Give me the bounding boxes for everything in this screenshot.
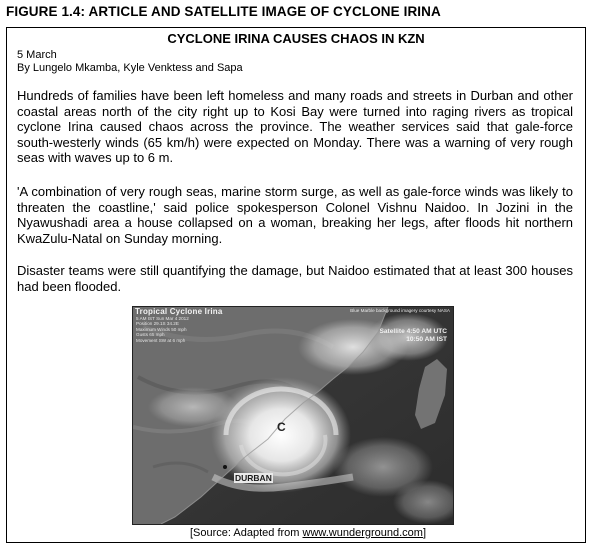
satellite-time-utc: Satellite 4:50 AM UTC bbox=[379, 328, 447, 335]
source-citation bbox=[190, 527, 426, 539]
article-meta bbox=[17, 49, 243, 75]
source-link[interactable]: www.wunderground.com bbox=[302, 527, 423, 539]
satellite-info-line: Movement SW at 6 mph bbox=[136, 337, 186, 343]
article-date: 5 March bbox=[17, 49, 57, 61]
durban-label: DURBAN bbox=[235, 473, 272, 483]
satellite-info bbox=[136, 316, 189, 343]
cyclone-center-marker: C bbox=[277, 420, 286, 434]
satellite-image bbox=[133, 307, 453, 524]
satellite-timestamp bbox=[379, 328, 447, 344]
figure-title: FIGURE 1.4: ARTICLE AND SATELLITE IMAGE OF CYCLONE IRINA bbox=[6, 4, 441, 19]
article-paragraph-1: Hundreds of families have been left homeless and many roads and streets in Durban and other coastal areas north of the city right up to Kosi Bay were turned into raging rivers as tropical cyclone Irina caused chaos across the province. The weather services said that gale-force south-westerly winds (65 km/h) were expected on Monday. There was a warning of very rough seas with waves up to 6 m. bbox=[17, 88, 573, 165]
satellite-info-line: Maximum Winds 50 mph bbox=[136, 326, 187, 332]
satellite-info-line: Position 29.1S 34.2E bbox=[136, 321, 179, 327]
satellite-info-line: Gusts 65 mph bbox=[136, 332, 165, 338]
satellite-info-line: 5 AM IST Sun Mar 4 2012 bbox=[136, 316, 189, 321]
source-prefix: [Source: Adapted from bbox=[190, 527, 303, 539]
satellite-credit: Blue Marble background imagery courtesy NASA bbox=[350, 308, 450, 313]
article-headline: CYCLONE IRINA CAUSES CHAOS IN KZN bbox=[167, 31, 425, 46]
satellite-time-ist: 10:50 AM IST bbox=[406, 336, 447, 343]
article-paragraph-3: Disaster teams were still quantifying the damage, but Naidoo estimated that at least 300 houses had been flooded. bbox=[17, 263, 573, 294]
article-byline: By Lungelo Mkamba, Kyle Venktess and Sapa bbox=[17, 62, 243, 74]
source-suffix: ] bbox=[422, 527, 427, 539]
article-paragraph-2: 'A combination of very rough seas, marine storm surge, as well as gale-force winds was likely to threaten the coastline,' said police spokesperson Colonel Vishnu Naidoo. In Jozini in the Nyawushadi area a house collapsed on a woman, breaking her legs, after floods hit northern KwaZulu-Natal on Sunday morning. bbox=[17, 184, 573, 246]
satellite-title: Tropical Cyclone Irina bbox=[135, 307, 223, 316]
